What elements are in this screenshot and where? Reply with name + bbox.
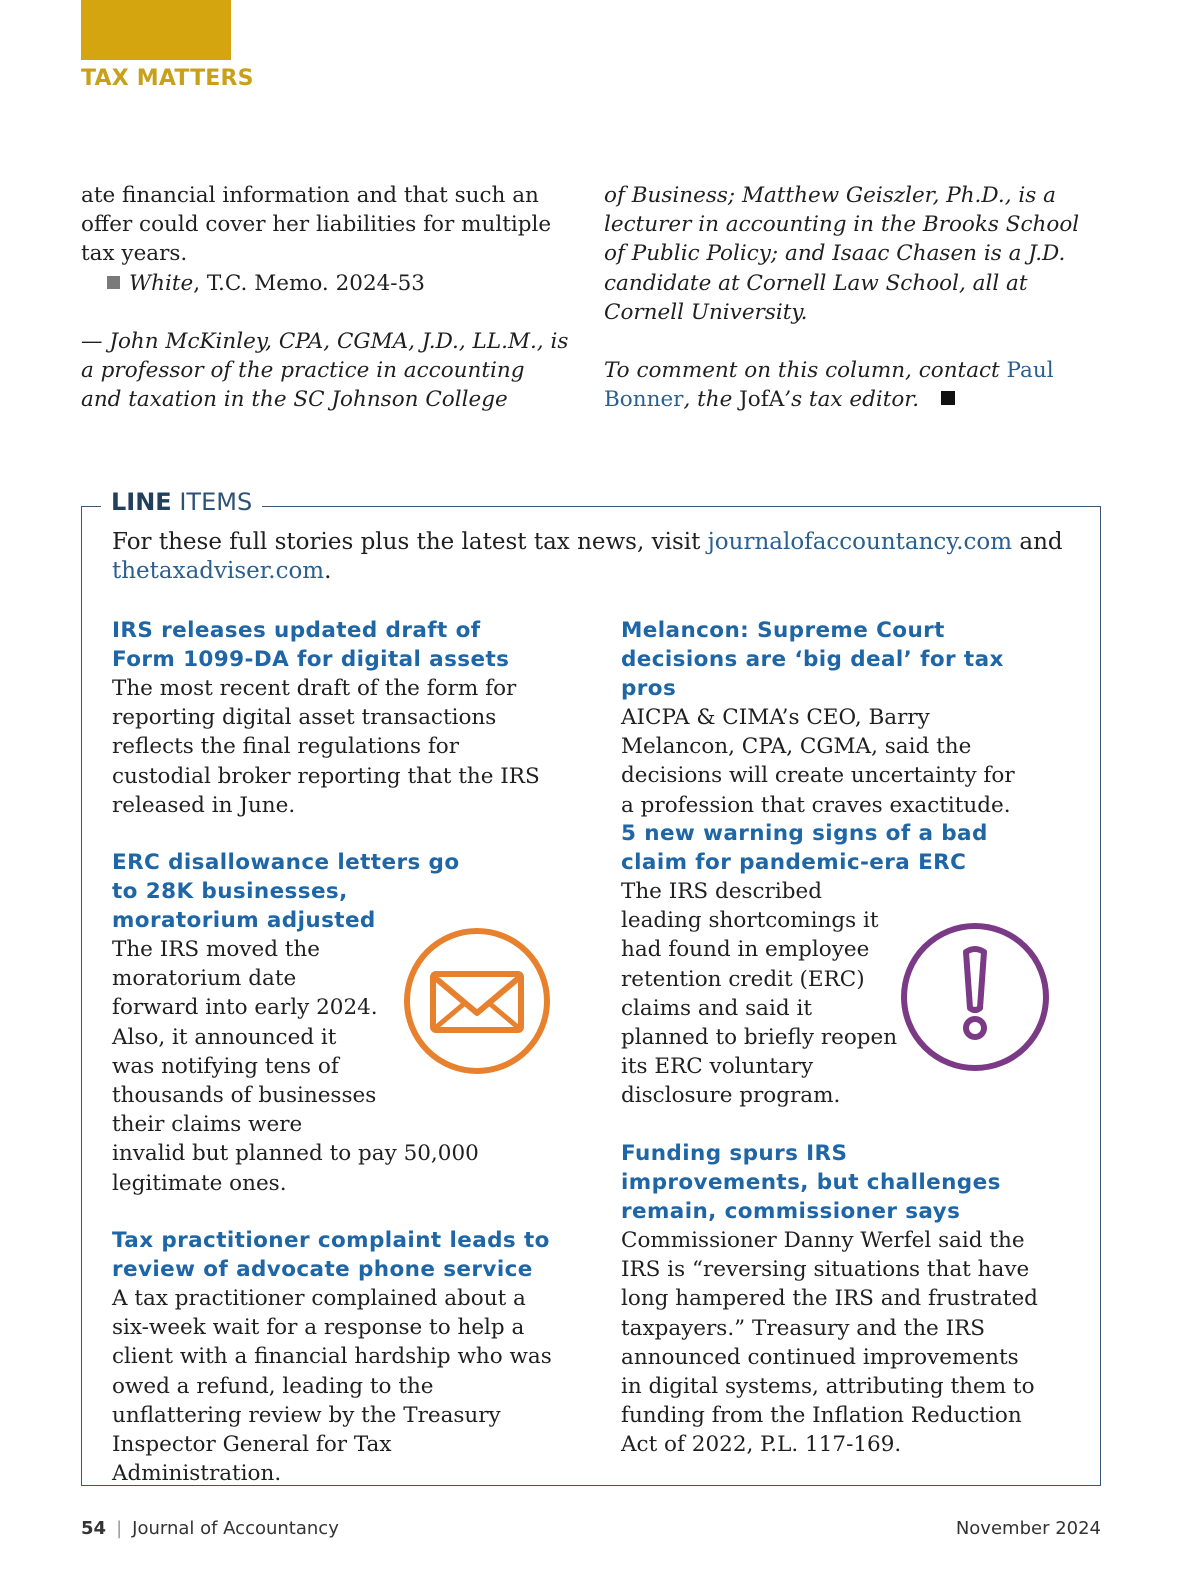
comment-note: [604, 356, 1104, 414]
news-item-form-1099da: [112, 616, 542, 820]
news-headline[interactable]: Tax practitioner complaint leads to review of advocate phone service: [112, 1228, 550, 1282]
article-right-column: [604, 181, 1104, 414]
news-item-melancon: [621, 616, 1061, 820]
line-items-title: [101, 488, 262, 516]
comment-text: ’s tax editor.: [784, 387, 920, 413]
taxadviser-link[interactable]: thetaxadviser.com: [112, 558, 325, 584]
envelope-icon: [403, 927, 551, 1075]
line-items-intro: [112, 528, 1072, 586]
title-rest: ITEMS: [171, 488, 253, 516]
page-number: 54: [81, 1518, 107, 1539]
editor-link[interactable]: Paul Bonner: [604, 358, 1054, 413]
case-citation: [81, 269, 571, 298]
bullet-square-icon: [107, 276, 120, 289]
journal-link[interactable]: journalofaccountancy.com: [707, 529, 1013, 555]
news-headline[interactable]: ERC disallowance letters go to 28K businesses, moratorium adjusted: [112, 850, 460, 933]
news-headline[interactable]: Funding spurs IRS improvements, but challenges remain, commissioner says: [621, 1141, 1001, 1224]
case-name: White: [129, 270, 194, 296]
news-item-advocate-phone: [112, 1226, 552, 1488]
intro-text: For these full stories plus the latest tax news, visit: [112, 529, 708, 555]
news-headline[interactable]: Melancon: Supreme Court decisions are ‘big deal’ for tax pros: [621, 618, 1004, 701]
news-headline[interactable]: 5 new warning signs of a bad claim for pandemic-era ERC: [621, 821, 988, 875]
author-byline-continued: of Business; Matthew Geiszler, Ph.D., is a lecturer in accounting in the Brooks School of Public Policy; and Isaac Chasen is a J.D. candidate at Cornell Law School, all at Cornell University.: [604, 183, 1080, 325]
author-byline: — John McKinley, CPA, CGMA, J.D., LL.M., is a professor of the practice in accounting and taxation in the SC Johnson College: [81, 328, 569, 413]
article-paragraph: ate financial information and that such an offer could cover her liabilities for multiple tax years.: [81, 183, 552, 267]
title-bold: LINE: [111, 488, 172, 516]
comment-text: , the: [683, 387, 740, 413]
news-item-irs-funding: [621, 1139, 1061, 1460]
page-footer-left: [81, 1518, 339, 1539]
issue-date: November 2024: [955, 1518, 1101, 1539]
publication-name: Journal of Accountancy: [132, 1518, 339, 1539]
news-body: The most recent draft of the form for reporting digital asset transactions reflects the final regulations for custodial broker reporting that the IRS released in June.: [112, 676, 540, 818]
news-body: Commissioner Danny Werfel said the IRS is “reversing situations that have long hampered the IRS and frustrated taxpayers.” Treasury and the IRS announced continued improvements in digital systems, attributing them to funding from the Inflation Reduction Act of 2022, P.L. 117-169.: [621, 1228, 1038, 1458]
case-cite: , T.C. Memo. 2024-53: [193, 270, 425, 296]
news-headline[interactable]: IRS releases updated draft of Form 1099-DA for digital assets: [112, 618, 510, 672]
intro-text: and: [1012, 529, 1063, 555]
news-body: A tax practitioner complained about a six-week wait for a response to help a client with a financial hardship who was owed a refund, leading to the unflattering review by the Treasury Inspector General for Tax Administration.: [112, 1286, 552, 1487]
news-body: AICPA & CIMA’s CEO, Barry Melancon, CPA, CGMA, said the decisions will create uncertainty for a profession that craves exactitude.: [621, 705, 1015, 818]
comment-text: To comment on this column, contact: [604, 358, 1007, 384]
intro-text: .: [324, 558, 332, 584]
alert-icon: [900, 922, 1050, 1072]
news-body: The IRS moved the moratorium date forward into early 2024. Also, it announced it was notifying tens of thousands of businesses their claims were invalid but planned to pay 50,000 legitimate ones.: [112, 937, 479, 1196]
end-mark-icon: [941, 391, 955, 405]
article-left-column: [81, 181, 571, 414]
publication-abbrev: JofA: [739, 387, 785, 413]
footer-separator: |: [116, 1518, 123, 1539]
section-label: TAX MATTERS: [81, 66, 254, 91]
section-color-bar: [81, 0, 231, 60]
news-body: The IRS described leading shortcomings it had found in employee retention credit (ERC) claims and said it planned to briefly reopen its ERC voluntary disclosure program.: [621, 879, 898, 1109]
